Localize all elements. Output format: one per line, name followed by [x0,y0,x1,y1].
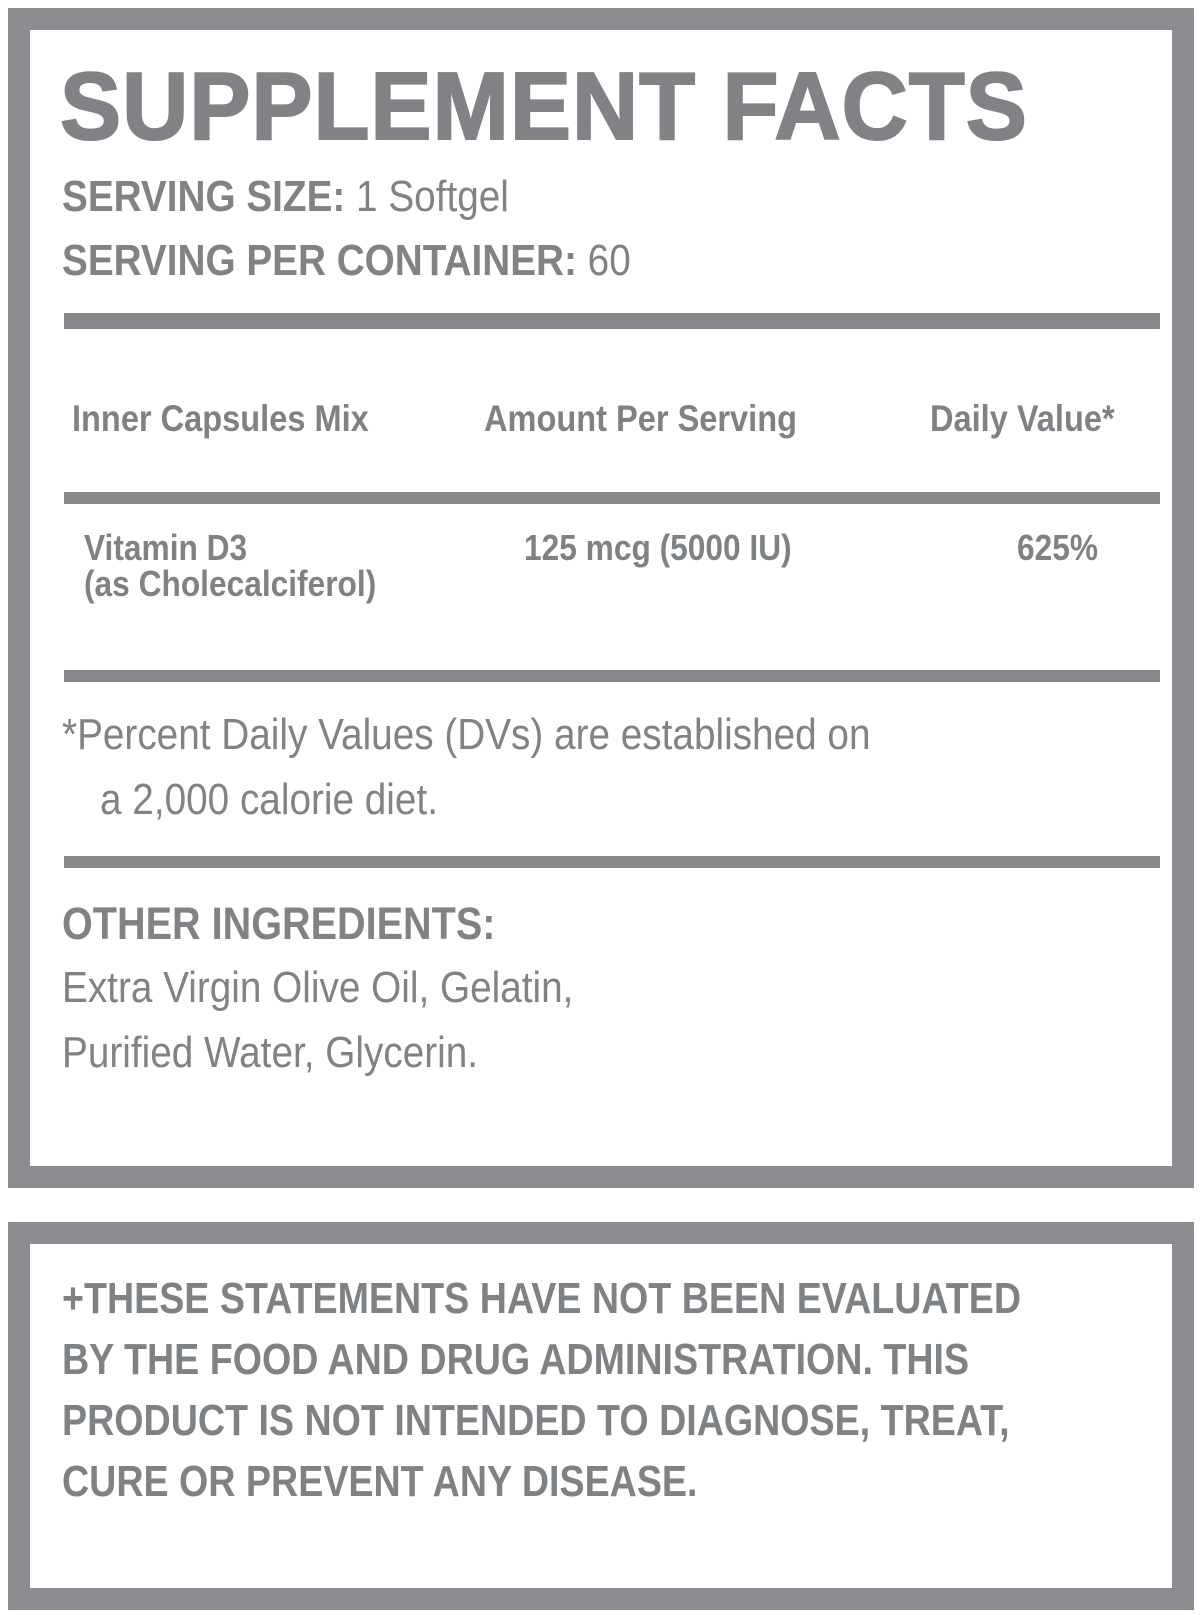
ingredient-name-line1: Vitamin D3 [84,527,248,568]
other-ingredients-line2: Purified Water, Glycerin. [62,1028,479,1077]
serving-size [62,172,509,222]
header-daily-value: Daily Value* [930,398,1115,439]
servings-per-container-value: 60 [587,236,631,285]
other-ingredients-title: OTHER INGREDIENTS: [62,898,496,949]
ingredient-name [84,527,377,604]
disclaimer-line2: BY THE FOOD AND DRUG ADMINISTRATION. THIS [62,1335,970,1384]
servings-per-container [62,236,631,286]
row-divider [64,670,1160,682]
supplement-facts-panel [8,8,1194,1188]
serving-size-label: SERVING SIZE: [62,172,346,221]
disclaimer-line4: CURE OR PREVENT ANY DISEASE. [62,1457,698,1506]
label-title: SUPPLEMENT FACTS [60,53,1028,160]
footnote-line2: a 2,000 calorie diet. [100,775,438,824]
disclaimer-line1: +THESE STATEMENTS HAVE NOT BEEN EVALUATED [62,1274,1022,1323]
ingredient-amount: 125 mcg (5000 IU) [524,527,792,568]
fda-disclaimer-panel [8,1222,1194,1610]
ingredient-name-line2: (as Cholecalciferol) [84,563,377,604]
footnote-line1: *Percent Daily Values (DVs) are established on [62,710,871,759]
disclaimer-line3: PRODUCT IS NOT INTENDED TO DIAGNOSE, TREAT, [62,1396,1010,1445]
ingredient-daily-value: 625% [1017,527,1099,568]
header-divider [64,492,1160,504]
header-amount: Amount Per Serving [484,398,798,439]
other-ingredients-line1: Extra Virgin Olive Oil, Gelatin, [62,963,574,1012]
footnote-divider [64,856,1160,868]
header-ingredient: Inner Capsules Mix [72,398,369,439]
thick-divider [64,313,1160,329]
serving-size-value: 1 Softgel [356,172,509,221]
servings-per-container-label: SERVING PER CONTAINER: [62,236,577,285]
